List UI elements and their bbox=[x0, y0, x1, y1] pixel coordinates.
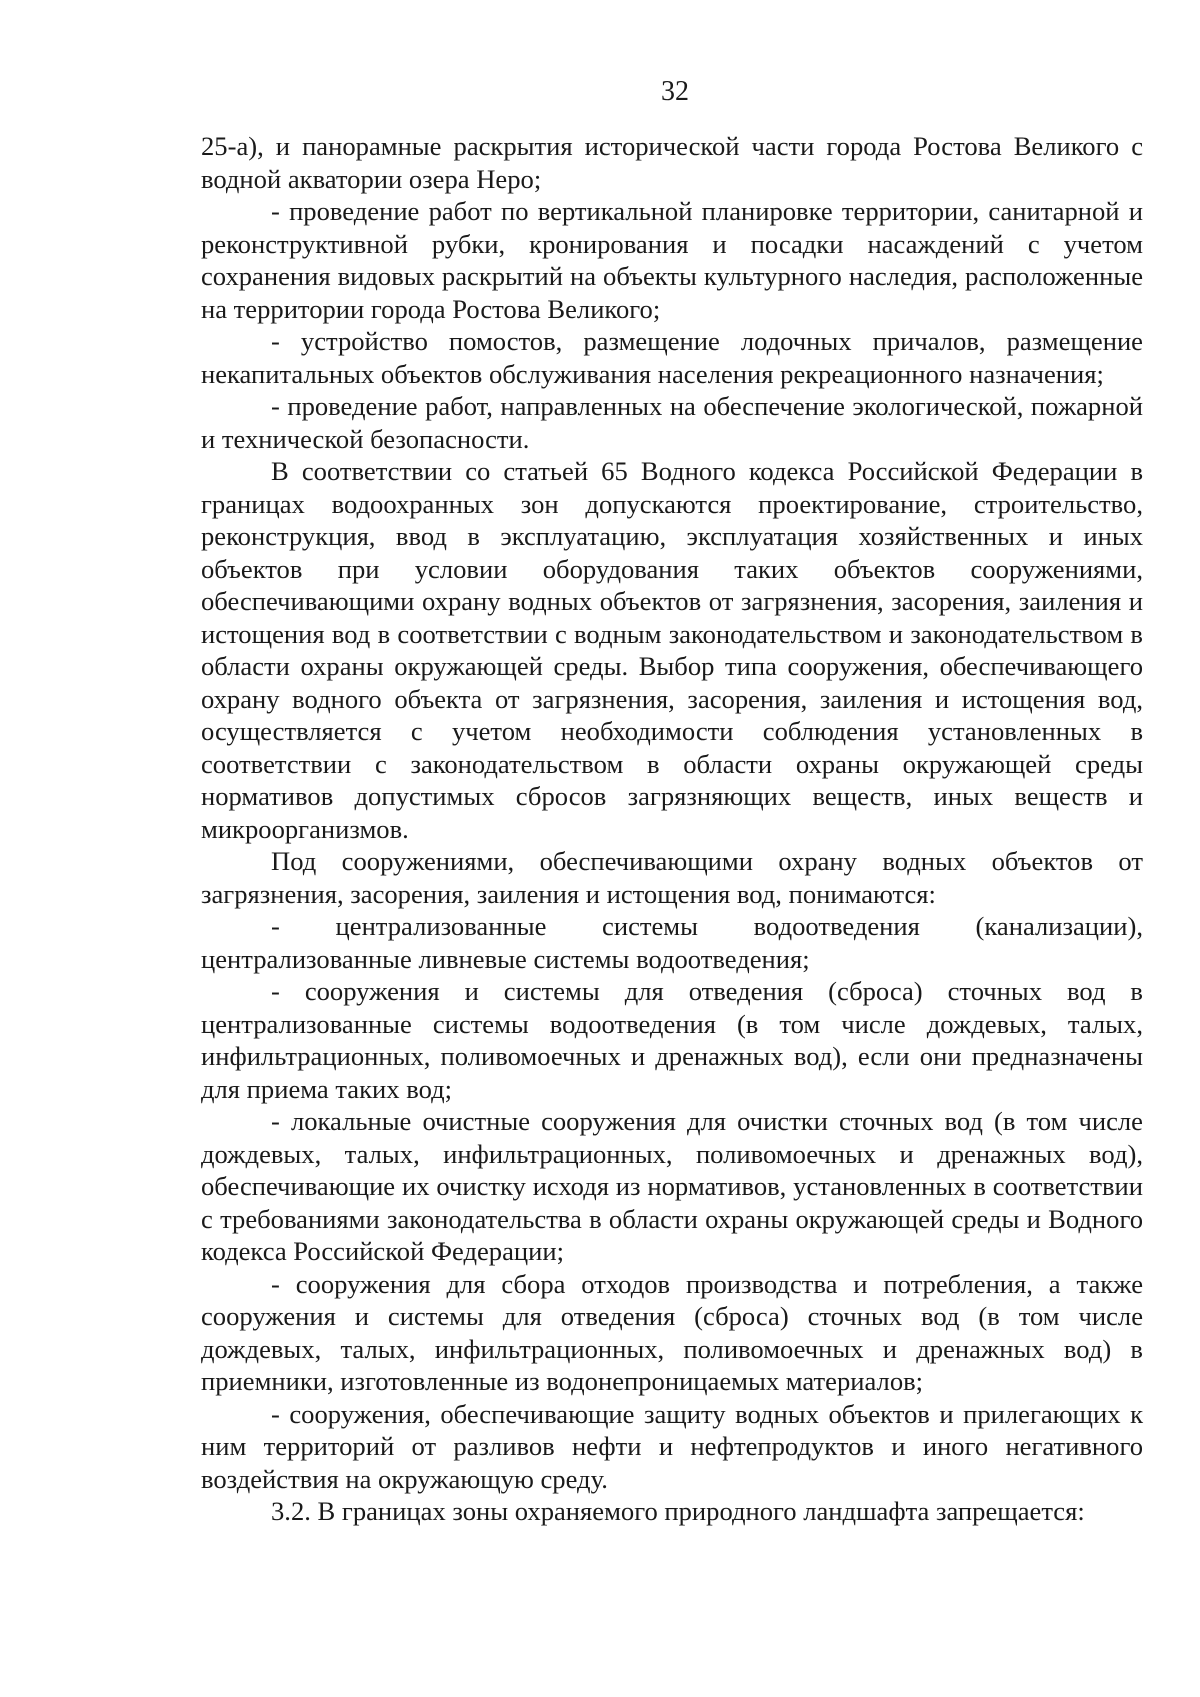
list-item-platforms-piers: - устройство помостов, размещение лодочных причалов, размещение некапитальных объектов обслуживания населения рекреационного назначения; bbox=[201, 326, 1143, 389]
list-item-safety-works: - проведение работ, направленных на обеспечение экологической, пожарной и технической безопасности. bbox=[201, 391, 1143, 454]
body-text bbox=[201, 130, 1143, 1528]
paragraph-continuation: 25-а), и панорамные раскрытия исторической части города Ростова Великого с водной акватории озера Неро; bbox=[201, 131, 1143, 194]
list-item-vertical-planning: - проведение работ по вертикальной планировке территории, санитарной и реконструктивной рубки, кронирования и посадки насаждений с учетом сохранения видовых раскрытий на объекты культурного наследия, расположенные на территории города Ростова Великого; bbox=[201, 196, 1143, 324]
list-item-discharge-systems: - сооружения и системы для отведения (сброса) сточных вод в централизованные системы водоотведения (в том числе дождевых, талых, инфильтрационных, поливомоечных и дренажных вод), если они предназначены для приема таких вод; bbox=[201, 976, 1143, 1104]
list-item-local-treatment-facilities: - локальные очистные сооружения для очистки сточных вод (в том числе дождевых, талых, инфильтрационных, поливомоечных и дренажных вод), обеспечивающие их очистку исходя из нормативов, установленных в соответствии с требованиями законодательства в области охраны окружающей среды и Водного кодекса Российской Федерации; bbox=[201, 1106, 1143, 1266]
paragraph-protective-structures-definition: Под сооружениями, обеспечивающими охрану водных объектов от загрязнения, засорения, заиления и истощения вод, понимаются: bbox=[201, 846, 1143, 909]
list-item-centralized-sewerage: - централизованные системы водоотведения (канализации), централизованные ливневые системы водоотведения; bbox=[201, 911, 1143, 974]
page-number: 32 bbox=[661, 76, 689, 107]
paragraph-water-code-article-65: В соответствии со статьей 65 Водного кодекса Российской Федерации в границах водоохранных зон допускаются проектирование, строительство, реконструкция, ввод в эксплуатацию, эксплуатация хозяйственных и иных объектов при условии оборудования таких объектов сооружениями, обеспечивающими охрану водных объектов от загрязнения, засорения, заиления и истощения вод в соответствии с водным законодательством и законодательством в области охраны окружающей среды. Выбор типа сооружения, обеспечивающего охрану водного объекта от загрязнения, засорения, заиления и истощения вод, осуществляется с учетом необходимости соблюдения установленных в соответствии с законодательством в области охраны окружающей среды нормативов допустимых сбросов загрязняющих веществ, иных веществ и микроорганизмов. bbox=[201, 456, 1143, 844]
section-heading-3-2: 3.2. В границах зоны охраняемого природного ландшафта запрещается: bbox=[271, 1496, 1085, 1526]
list-item-oil-spill-protection: - сооружения, обеспечивающие защиту водных объектов и прилегающих к ним территорий от разливов нефти и нефтепродуктов и иного негативного воздействия на окружающую среду. bbox=[201, 1398, 1143, 1494]
list-item-waste-collection-facilities: - сооружения для сбора отходов производства и потребления, а также сооружения и системы для отведения (сброса) сточных вод (в том числе дождевых, талых, инфильтрационных, поливомоечных и дренажных вод) в приемники, изготовленные из водонепроницаемых материалов; bbox=[201, 1268, 1143, 1396]
